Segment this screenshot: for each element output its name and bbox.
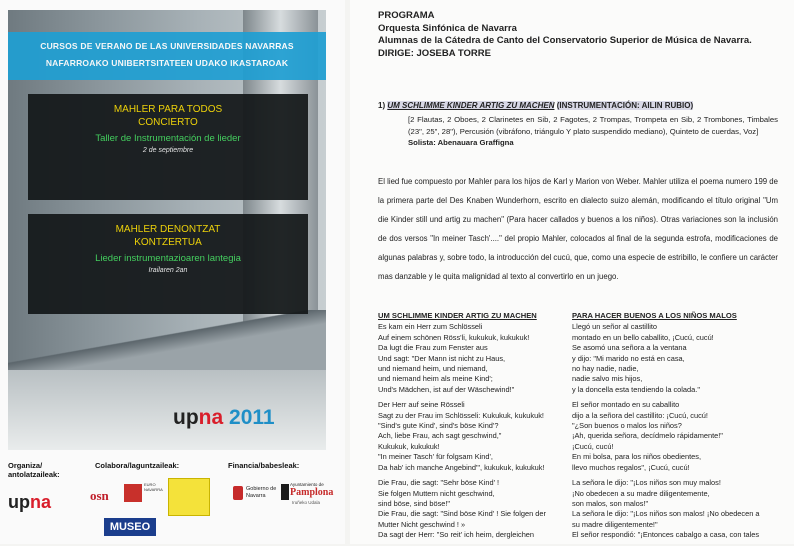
instrumentation-list xyxy=(408,114,778,149)
block-eu-subtitle: KONTZERTUA xyxy=(134,237,202,248)
pamplona-text: Pamplona xyxy=(290,487,334,498)
block-eu-title: MAHLER DENONTZAT xyxy=(115,224,221,235)
lyrics-spanish xyxy=(572,311,762,546)
lyrics-de-title: UM SCHLIMME KINDER ARTIG ZU MACHEN xyxy=(378,311,537,320)
item-instrumentation-credit: (INSTRUMENTACIÓN: AILIN RUBIO) xyxy=(556,101,694,110)
label-financia: Financia/babesleak: xyxy=(228,461,300,470)
poster-shadow xyxy=(8,310,326,370)
block-es-subtitle: CONCIERTO xyxy=(138,117,198,128)
navarra-shield-icon xyxy=(233,486,243,500)
item-number: 1) xyxy=(378,101,386,110)
lied-description: El lied fue compuesto por Mahler para los hijos de Karl y Marion von Weber. Mahler utiliza el poema numero 199 de la primera parte del Des Knaben Wunderhorn, escrito en dialecto suizo alemán, modificando el título original "Um die Kinder still und artig zu machen" (Para hacer callados y buenos a los niños). Otras variaciones son la inclusión de dos versos "In meiner Tasch'...." del propio Mahler, colocados al final de la segunda estrofa, modificaciones de algunas palabras y, sobre todo, la introducción del cucú, que, como una especie de estribillo, le confiere un carácter mas danzable y le quita malignidad al texto al convertirlo en un juego. xyxy=(378,177,778,281)
euro-navarra-text: EURO NAVARRA xyxy=(144,482,163,492)
euro-navarra-logo xyxy=(124,484,142,502)
soloist: Solista: Abenauara Graffigna xyxy=(408,138,514,147)
gobierno-navarra-text: Gobierno de Navarra xyxy=(246,486,277,499)
program-orchestra: Orquesta Sinfónica de Navarra xyxy=(378,22,517,34)
concert-block-es xyxy=(28,94,308,200)
block-es-date: 2 de septiembre xyxy=(142,147,194,154)
upna-na: na xyxy=(198,406,224,429)
fundacion-logo xyxy=(168,478,210,516)
block-eu-date: Irailaren 2an xyxy=(148,267,188,274)
lyrics-de-stanza-2: Der Herr auf seine Rösseli Sagt zu der Frau im Schlösseli: Kukukuk, kukukuk! "Sind's gute Kind', sind's böse Kind'? Ach, liebe Frau, ach sagt geschwind," Kukukuk, kukukuk! "In meiner Tasch' für folgsam Kind', Da hab' ich manche Angebind'", kukukuk, kukukuk! xyxy=(378,400,545,472)
iruna-text: Iruñeko Udala xyxy=(292,500,321,505)
concert-block-eu xyxy=(28,214,308,314)
ayto-text: Ayuntamiento de xyxy=(290,482,324,487)
instrumentation-text: [2 Flautas, 2 Oboes, 2 Clarinetes en Sib, 2 Fagotes, 2 Trompas, Trompeta en Sib, 2 Trombones, Timbales (23", 25", 28"), Percusión (vibráfono, triángulo Y plato suspendido mediano), Quinteto de cuerdas, Voz] xyxy=(408,115,778,136)
label-organiza: Organiza/ xyxy=(8,461,43,470)
program-students: Alumnas de la Cátedra de Canto del Conservatorio Superior de Música de Navarra. xyxy=(378,35,752,46)
upna-2011-logo xyxy=(173,406,275,430)
poster-page xyxy=(0,0,345,544)
poster xyxy=(8,10,326,450)
label-colabora: Colabora/laguntzaileak: xyxy=(95,461,180,470)
program-heading: PROGRAMA xyxy=(378,10,435,21)
courses-es: CURSOS DE VERANO DE LAS UNIVERSIDADES NAVARRAS xyxy=(40,41,294,51)
poster-floor xyxy=(8,370,326,450)
program-item-1 xyxy=(378,101,693,110)
lyrics-de-stanza-1: Es kam ein Herr zum Schlösseli Auf einem schönen Röss'li, kukukuk, kukukuk! Da lugt die Frau zum Fenster aus Und sagt: "Der Mann ist nicht zu Haus, und niemand heim, und niemand, und niemand heim als meine Kind'; Und's Mädchen, ist auf der Wäschewind!" xyxy=(378,322,530,394)
osn-logo: osn xyxy=(90,488,109,503)
block-es-title: MAHLER PARA TODOS xyxy=(113,104,223,115)
lyrics-es-stanza-2: El señor montado en su caballito dijo a la señora del castillito: ¡Cucú, cucú! "¿Son buenos o malos los niños? ¡Ah, querida señora, decídmelo rápidamente!" ¡Cucú, cucú! En mi bolsa, para los niños obedientes, llevo muchos regalos", ¡Cucú, cucú! xyxy=(572,400,723,472)
block-eu-line: Lieder instrumentazioaren lantegia xyxy=(95,253,241,264)
upna-year: 2011 xyxy=(229,406,275,429)
upna-up: up xyxy=(173,406,199,429)
item-title: UM SCHLIMME KINDER ARTIG ZU MACHEN xyxy=(387,101,555,110)
program-conductor: DIRIGE: JOSEBA TORRE xyxy=(378,47,491,59)
lyrics-de-stanza-3: Die Frau, die sagt: "Sehr böse Kind' ! Sie folgen Muttern nicht geschwind, sind böse, sind böse!" Die Frau, die sagt: "Sind böse Kind' ! Sie folgen der Mutter Nicht geschwind ! » Da sagt der Herr: "So reit' ich heim, dergleichen xyxy=(378,478,546,540)
museo-logo: MUSEO xyxy=(104,518,156,536)
sponsors-strip xyxy=(0,456,345,544)
lyrics-es-stanza-1: Llegó un señor al castillito montado en un bello caballito, ¡Cucú, cucú! Se asomó una señora a la ventana y dijo: "Mi marido no está en casa, no hay nadie, nadie, nadie salvo mis hijos, y la doncella esta tendiendo la colada." xyxy=(572,322,714,394)
lyrics-german xyxy=(378,311,568,546)
program-header xyxy=(378,10,778,60)
upna-logo: upna xyxy=(8,492,52,512)
program-page xyxy=(350,0,794,544)
courses-banner xyxy=(8,32,326,80)
pamplona-shield-icon xyxy=(281,484,289,500)
block-es-line: Taller de Instrumentación de lieder xyxy=(95,133,241,144)
lyrics-es-stanza-3: La señora le dijo: "¡Los niños son muy malos! ¡No obedecen a su madre diligentemente, son malos, son malos!" La señora le dijo: "¡Los niños son malos! ¡No obedecen a su madre diligentemente!" El señor respondió: "¡Entonces cabalgo a casa, con tales xyxy=(572,478,760,540)
label-antolatzaileak: antolatzaileak: xyxy=(8,470,60,479)
lyrics-es-title: PARA HACER BUENOS A LOS NIÑOS MALOS xyxy=(572,311,737,320)
courses-eu: NAFARROAKO UNIBERTSITATEEN UDAKO IKASTAROAK xyxy=(45,58,289,68)
